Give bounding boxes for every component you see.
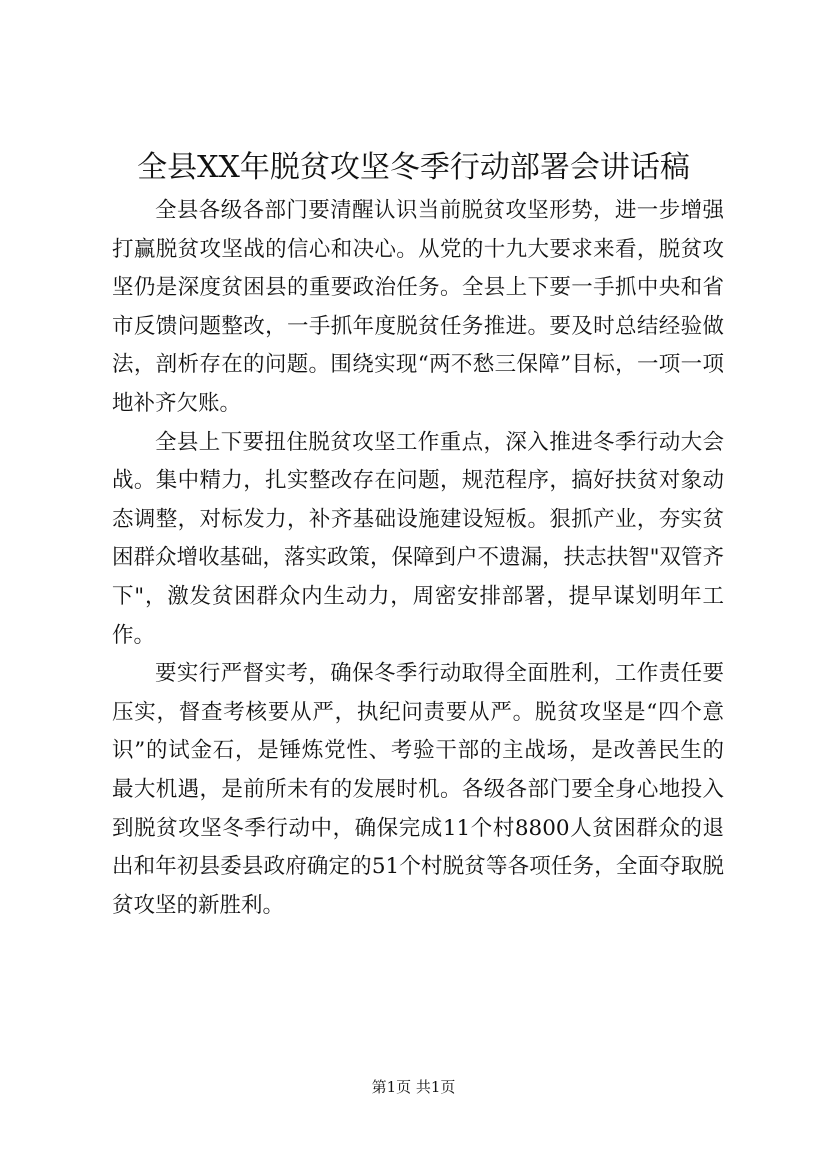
paragraph-3: 要实行严督实考，确保冬季行动取得全面胜利，工作责任要压实，督查考核要从严，执纪问责要从严。脱贫攻坚是“四个意识”的试金石，是锤炼党性、考验干部的主战场，是改善民生的最大机遇，是前所未有的发展时机。各级各部门要全身心地投入到脱贫攻坚冬季行动中，确保完成11个村8800人贫困群众的退出和年初县委县政府确定的51个村脱贫等各项任务，全面夺取脱贫攻坚的新胜利。 (112, 661, 724, 918)
paragraph-2: 全县上下要扭住脱贫攻坚工作重点，深入推进冬季行动大会战。集中精力，扎实整改存在问题，规范程序，搞好扶贫对象动态调整，对标发力，补齐基础设施建设短板。狠抓产业，夯实贫困群众增收基础，落实政策，保障到户不遗漏，扶志扶智"双管齐下"，激发贫困群众内生动力，周密安排部署，提早谋划明年工作。 (112, 429, 724, 648)
document-body (112, 192, 724, 925)
paragraph-1: 全县各级各部门要清醒认识当前脱贫攻坚形势，进一步增强打赢脱贫攻坚战的信心和决心。从党的十九大要求来看，脱贫攻坚仍是深度贫困县的重要政治任务。全县上下要一手抓中央和省市反馈问题整改，一手抓年度脱贫任务推进。要及时总结经验做法，剖析存在的问题。围绕实现“两不愁三保障”目标，一项一项地补齐欠账。 (112, 198, 724, 416)
document-title: 全县XX年脱贫攻坚冬季行动部署会讲话稿 (137, 150, 690, 185)
page-number-footer: 第1页 共1页 (371, 1078, 456, 1096)
